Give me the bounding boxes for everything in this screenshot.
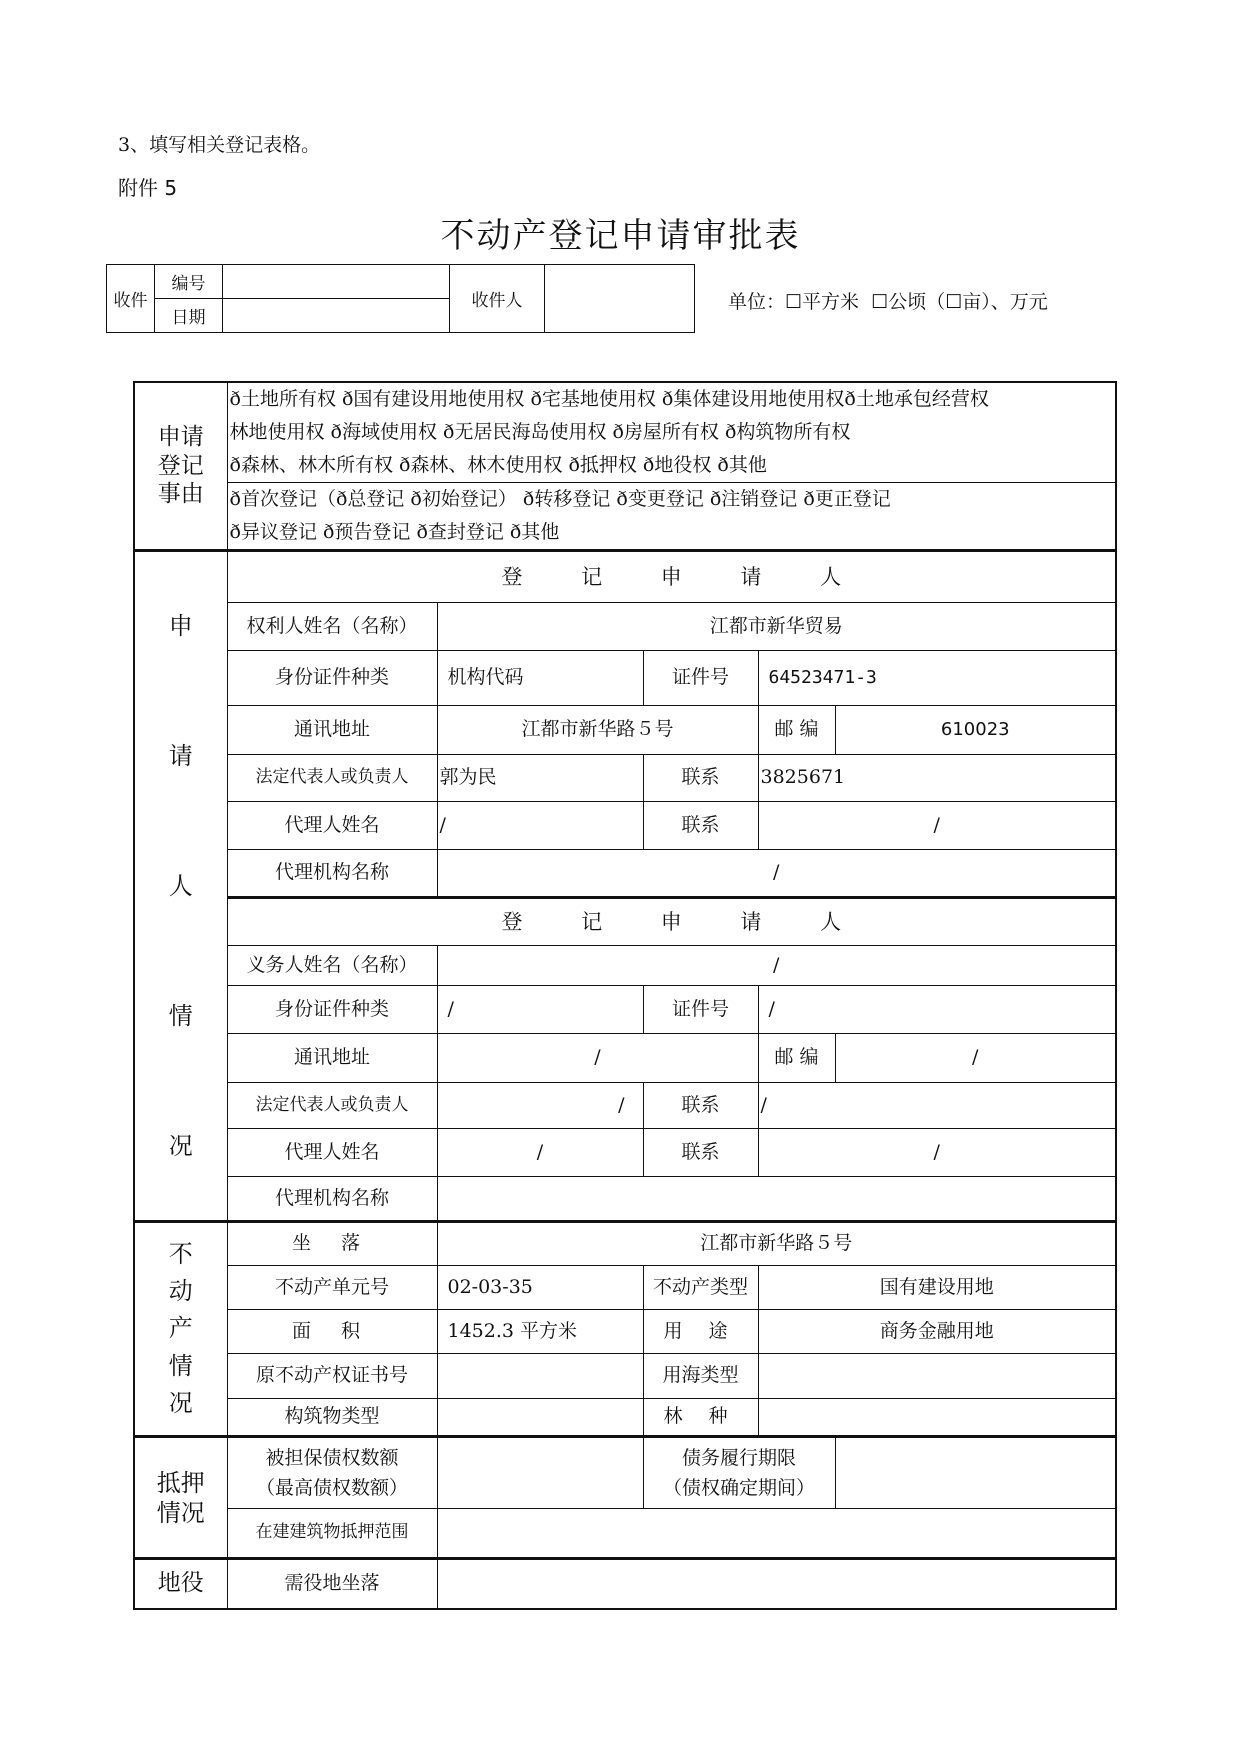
applicant-side-char: 况 [168, 1132, 193, 1160]
property-side-char: 情 [168, 1351, 193, 1380]
forest-type-field[interactable] [758, 1399, 1116, 1437]
sea-type-field[interactable] [758, 1354, 1116, 1399]
page-title: 不动产登记申请审批表 [440, 216, 801, 256]
unit-label: 单位： [728, 291, 786, 313]
structure-type-field[interactable] [437, 1399, 643, 1437]
receipt-date-label: 日期 [155, 299, 223, 333]
registration-option-line[interactable]: ð首次登记（ð总登记 ð初始登记） ð转移登记 ð变更登记 ð注销登记 ð更正登记 [229, 488, 891, 510]
construction-scope-label: 在建建筑物抵押范围 [227, 1509, 437, 1559]
debt-period-label-line: 债务履行期限 [681, 1446, 796, 1469]
obligor-agency-label: 代理机构名称 [227, 1177, 437, 1222]
registration-option-line[interactable]: ð异议登记 ð预告登记 ð查封登记 ð其他 [229, 521, 560, 543]
property-side-label [134, 1222, 227, 1437]
unit-no-label: 不动产单元号 [227, 1266, 437, 1310]
obligor-postcode-label: 邮 编 [758, 1034, 835, 1083]
right-type-options [227, 382, 1116, 483]
obligor-id-no-label: 证件号 [643, 986, 758, 1034]
holder-address-field[interactable]: 江都市新华路５号 [437, 706, 758, 755]
holder-agent-contact-label: 联系 [643, 802, 758, 850]
obligor-legal-rep-field[interactable]: / [437, 1083, 643, 1129]
holder-address-label: 通讯地址 [227, 706, 437, 755]
debt-period-field[interactable] [835, 1437, 1116, 1509]
secured-amount-label [227, 1437, 437, 1509]
location-label: 坐 落 [227, 1222, 437, 1266]
receiver-field[interactable] [545, 265, 695, 333]
obligor-contact-label: 联系 [643, 1083, 758, 1129]
holder-postcode-field[interactable]: 610023 [835, 706, 1116, 755]
property-side-char: 况 [168, 1388, 193, 1417]
obligor-agency-field[interactable] [437, 1177, 1116, 1222]
receipt-table [106, 264, 695, 333]
reason-label-line: 事由 [157, 481, 204, 508]
holder-agent-label: 代理人姓名 [227, 802, 437, 850]
registration-type-options [227, 483, 1116, 551]
holder-agent-contact-field[interactable]: / [758, 802, 1116, 850]
obligor-id-type-label: 身份证件种类 [227, 986, 437, 1034]
property-type-field[interactable]: 国有建设用地 [758, 1266, 1116, 1310]
obligor-id-no-field[interactable]: / [758, 986, 1116, 1034]
receiver-label: 收件人 [450, 265, 545, 333]
obligor-postcode-field[interactable]: / [835, 1034, 1116, 1083]
property-side-char: 产 [168, 1314, 193, 1343]
dominant-land-field[interactable] [437, 1559, 1116, 1609]
holder-legal-rep-field[interactable]: 郭为民 [437, 755, 643, 802]
applicant-side-char: 申 [168, 612, 193, 640]
holder-legal-rep-label: 法定代表人或负责人 [227, 755, 437, 802]
right-option-line[interactable]: 林地使用权 ð海域使用权 ð无居民海岛使用权 ð房屋所有权 ð构筑物所有权 [229, 421, 851, 443]
obligor-agent-contact-label: 联系 [643, 1129, 758, 1177]
applicant-side-char: 人 [168, 872, 193, 900]
obligor-agent-label: 代理人姓名 [227, 1129, 437, 1177]
unit-line [728, 287, 1048, 314]
unit-option-sqm[interactable]: ☐平方米 [785, 291, 860, 313]
construction-scope-field[interactable] [437, 1509, 1116, 1559]
holder-agency-label: 代理机构名称 [227, 850, 437, 898]
structure-type-label: 构筑物类型 [227, 1399, 437, 1437]
obligor-address-field[interactable]: / [437, 1034, 758, 1083]
easement-side-label: 地役 [134, 1559, 227, 1609]
old-cert-label: 原不动产权证书号 [227, 1354, 437, 1399]
obligor-section-title: 登 记 申 请 人 [227, 898, 1116, 946]
receipt-date-field[interactable] [223, 299, 450, 333]
reason-label-line: 登记 [157, 452, 204, 479]
sea-type-label: 用海类型 [643, 1354, 758, 1399]
holder-id-type-field[interactable]: 机构代码 [437, 651, 643, 706]
holder-agent-field[interactable]: / [437, 802, 643, 850]
dominant-land-label: 需役地坐落 [227, 1559, 437, 1609]
unit-option-hectare[interactable]: ☐公顷（☐亩）、万元 [871, 291, 1048, 313]
secured-amount-label-line: （最高债权数额） [255, 1477, 408, 1499]
mortgage-side-line: 抵押 [156, 1468, 205, 1497]
holder-id-no-field[interactable]: 64523471-3 [758, 651, 1116, 706]
reason-label-line: 申请 [157, 423, 204, 450]
secured-amount-label-line: 被担保债权数额 [265, 1446, 399, 1469]
obligor-agent-field[interactable]: / [437, 1129, 643, 1177]
obligor-contact-field[interactable]: / [758, 1083, 1116, 1129]
property-type-label: 不动产类型 [643, 1266, 758, 1310]
secured-amount-field[interactable] [437, 1437, 643, 1509]
applicant-side-label [134, 551, 227, 1222]
annex-label: 附件 5 [118, 176, 178, 200]
holder-postcode-label: 邮 编 [758, 706, 835, 755]
main-form-table [133, 381, 1117, 1610]
receipt-label: 收件 [107, 265, 155, 333]
property-side-char: 不 [168, 1240, 193, 1269]
property-side-char: 动 [168, 1277, 193, 1306]
usage-label: 用 途 [643, 1310, 758, 1354]
area-label: 面 积 [227, 1310, 437, 1354]
obligor-address-label: 通讯地址 [227, 1034, 437, 1083]
mortgage-side-label [134, 1437, 227, 1559]
applicant-side-char: 情 [168, 1002, 193, 1030]
old-cert-field[interactable] [437, 1354, 643, 1399]
right-option-line[interactable]: ð土地所有权 ð国有建设用地使用权 ð宅基地使用权 ð集体建设用地使用权ð土地承包经营权 [229, 388, 989, 410]
holder-contact-field[interactable]: 3825671 [758, 755, 1116, 802]
mortgage-side-line: 情况 [156, 1498, 205, 1527]
receipt-number-field[interactable] [223, 265, 450, 299]
obligor-legal-rep-label: 法定代表人或负责人 [227, 1083, 437, 1129]
usage-field[interactable]: 商务金融用地 [758, 1310, 1116, 1354]
unit-no-field[interactable]: 02-03-35 [437, 1266, 643, 1310]
holder-name-field[interactable]: 江都市新华贸易 [437, 603, 1116, 651]
holder-agency-field[interactable]: / [437, 850, 1116, 898]
holder-name-label: 权利人姓名（名称） [227, 603, 437, 651]
obligor-agent-contact-field[interactable]: / [758, 1129, 1116, 1177]
right-option-line[interactable]: ð森林、林木所有权 ð森林、林木使用权 ð抵押权 ð地役权 ð其他 [229, 454, 767, 476]
reason-side-label [134, 382, 227, 551]
obligor-name-field[interactable]: / [437, 946, 1116, 986]
applicant-section-title: 登 记 申 请 人 [227, 551, 1116, 603]
area-field[interactable]: 1452.3 平方米 [437, 1310, 643, 1354]
receipt-number-label: 编号 [155, 265, 223, 299]
instruction-line: 3、填写相关登记表格。 [118, 134, 321, 156]
forest-type-label: 林 种 [643, 1399, 758, 1437]
applicant-side-char: 请 [168, 742, 193, 770]
debt-period-label-line: （债权确定期间） [662, 1477, 815, 1499]
holder-contact-label: 联系 [643, 755, 758, 802]
holder-id-no-label: 证件号 [643, 651, 758, 706]
obligor-id-type-field[interactable]: / [437, 986, 643, 1034]
location-field[interactable]: 江都市新华路５号 [437, 1222, 1116, 1266]
holder-id-type-label: 身份证件种类 [227, 651, 437, 706]
obligor-name-label: 义务人姓名（名称） [227, 946, 437, 986]
debt-period-label [643, 1437, 835, 1509]
